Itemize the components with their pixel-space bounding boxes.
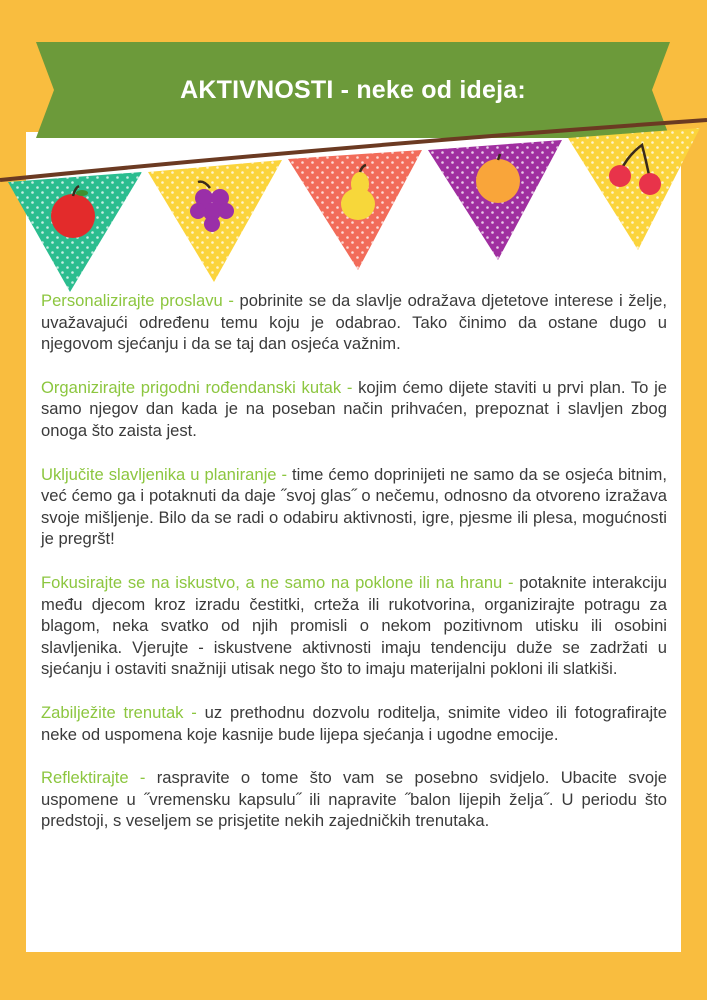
idea-heading: Zabilježite trenutak - [41, 702, 205, 722]
idea-paragraph [41, 702, 667, 745]
idea-paragraph [41, 377, 667, 442]
idea-text: potaknite interakciju među djecom kroz izradu čestitki, crteža ili rukotvorina, organizirajte potragu za blagom, neka svatko od njih promisli o nekom pozitivnom utisku ili osobini slavljenika. Vjerujte - iskustvene aktivnosti imaju tendenciju duže se zadržati u sjećanju i ostaviti snažniji utisak nego što to imaju materijalni pokloni ili slatkiši. [41, 572, 667, 679]
idea-heading: Fokusirajte se na iskustvo, a ne samo na poklone ili na hranu - [41, 572, 520, 592]
idea-text: uz prethodnu dozvolu roditelja, snimite video ili fotografirajte neke od uspomena koje kasnije bude lijepa sjećanja i ugodne emocije. [41, 702, 667, 744]
idea-heading: Organizirajte prigodni rođendanski kutak - [41, 377, 359, 397]
idea-heading: Reflektirajte - [41, 768, 157, 788]
idea-heading: Uključite slavljenika u planiranje - [41, 464, 293, 484]
idea-paragraph [41, 290, 667, 355]
bunting-garland [0, 118, 707, 293]
idea-text: time ćemo doprinijeti ne samo da se osjeća bitnim, već ćemo ga i potaknuti da daje ˝svoj glas˝ o nečemu, odnosno da otvoreno izražava svoje mišljenje. Bilo da se radi o odabiru aktivnosti, igre, pjesme ili plesa, mogućnosti je pregršt! [41, 464, 667, 549]
idea-paragraph [41, 767, 667, 832]
idea-heading: Personalizirajte proslavu - [41, 291, 240, 310]
idea-paragraph [41, 572, 667, 680]
idea-text: pobrinite se da slavlje odražava djetetove interese i želje, uvažavajući određenu temu koju je odabrao. Tako činimo da ostane dugo u njegovom sjećanju i da se taj dan osjeća važnim. [41, 291, 667, 354]
ideas-list [41, 290, 667, 854]
flag-yellow-2 [568, 128, 700, 250]
page-title: AKTIVNOSTI - neke od ideja: [180, 75, 526, 104]
idea-paragraph [41, 464, 667, 550]
idea-text: kojim ćemo dijete staviti u prvi plan. To je samo njegov dan kada je na poseban način prihvaćen, prepoznat i slavljen zbog onoga što zaista jest. [41, 377, 667, 440]
idea-text: raspravite o tome što vam se posebno svidjelo. Ubacite svoje uspomene u ˝vremensku kapsulu˝ ili napravite ˝balon lijepih želja˝. U periodu što predstoji, s veseljem se prisjetite nekih zajedničkih trenutaka. [41, 768, 667, 831]
